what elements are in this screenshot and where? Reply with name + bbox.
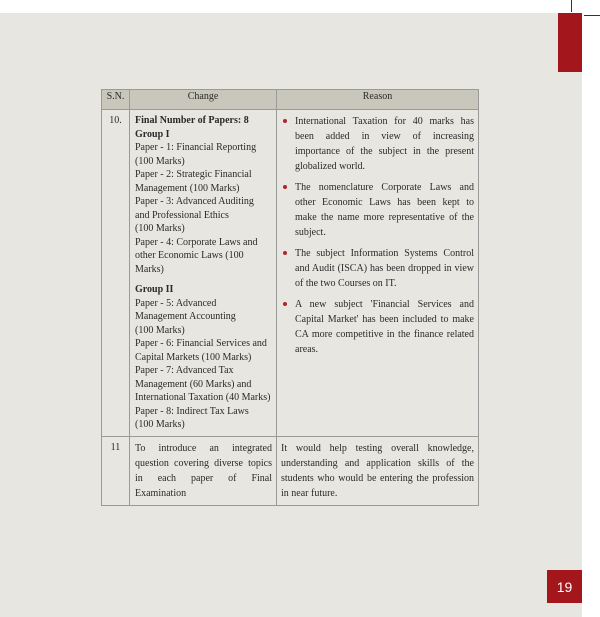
- reason-list: [281, 114, 474, 357]
- group2-line: International Taxation (40 Marks): [135, 392, 271, 403]
- reason-text: International Taxation for 40 marks has been added in view of increasing importance of the subject in the present globalized world.: [295, 116, 474, 172]
- group2-list: [135, 297, 272, 432]
- group1-line: (100 Marks): [135, 223, 185, 234]
- bullet-icon: [283, 119, 287, 123]
- bullet-icon: [283, 302, 287, 306]
- group1-line: Paper - 3: Advanced Auditing: [135, 196, 254, 207]
- row-sn: 10.: [102, 110, 130, 437]
- changes-table: [101, 89, 479, 506]
- group1-title: Group I: [135, 128, 170, 140]
- header-reason: Reason: [277, 90, 479, 110]
- header-sn: S.N.: [102, 90, 130, 110]
- group1-line: Management (100 Marks): [135, 182, 240, 194]
- group2-line: Capital Markets (100 Marks): [135, 351, 252, 363]
- change-text: To introduce an integrated question covering diverse topics in each paper of Final Examination: [135, 442, 272, 499]
- list-item: [281, 114, 474, 174]
- group2-title: Group II: [135, 284, 174, 295]
- list-item: [281, 246, 474, 291]
- group1-line: Paper - 2: Strategic Financial: [135, 169, 252, 180]
- table-row: [102, 110, 479, 437]
- row-sn: 11: [102, 436, 130, 505]
- list-item: [281, 297, 474, 357]
- group1-line: and Professional Ethics: [135, 209, 229, 221]
- row-change: [130, 436, 277, 505]
- group1-line: other Economic Laws (100 Marks): [135, 250, 244, 275]
- group2-line: Paper - 8: Indirect Tax Laws: [135, 405, 249, 417]
- page-number: 19: [547, 570, 582, 603]
- reason-text: The subject Information Systems Control and Audit (ISCA) has been dropped in view of the two Courses on IT.: [295, 248, 474, 289]
- bullet-icon: [283, 251, 287, 255]
- crop-mark-horizontal: [584, 15, 600, 16]
- row-reason: [277, 436, 479, 505]
- group1-line: Paper - 4: Corporate Laws and: [135, 236, 258, 248]
- group2-line: Paper - 7: Advanced Tax: [135, 365, 234, 376]
- row-change: [130, 110, 277, 437]
- list-item: [281, 180, 474, 240]
- group1-list: [135, 141, 272, 276]
- red-corner-tab: [558, 13, 582, 72]
- group2-line: (100 Marks): [135, 324, 185, 336]
- change-title: Final Number of Papers: 8: [135, 115, 249, 126]
- group2-line: Paper - 6: Financial Services and: [135, 338, 267, 349]
- table-row: [102, 436, 479, 505]
- row-reason: [277, 110, 479, 437]
- header-change: Change: [130, 90, 277, 110]
- reason-text: It would help testing overall knowledge, understanding and application skills of the students who would be entering the profession in near future.: [281, 442, 474, 499]
- group2-line: (100 Marks): [135, 419, 185, 430]
- group2-line: Management (60 Marks) and: [135, 378, 252, 390]
- group1-line: Paper - 1: Financial Reporting: [135, 142, 257, 153]
- group2-line: Management Accounting: [135, 311, 236, 322]
- reason-text: A new subject 'Financial Services and Capital Market' has been included to make CA more competitive in the finance related areas.: [295, 299, 474, 355]
- group1-line: (100 Marks): [135, 155, 185, 167]
- crop-mark-vertical: [571, 0, 572, 12]
- table-header-row: [102, 90, 479, 110]
- bullet-icon: [283, 185, 287, 189]
- group2-line: Paper - 5: Advanced: [135, 297, 217, 309]
- reason-text: The nomenclature Corporate Laws and other Economic Laws has been kept to make the name more representative of the subject.: [295, 182, 474, 238]
